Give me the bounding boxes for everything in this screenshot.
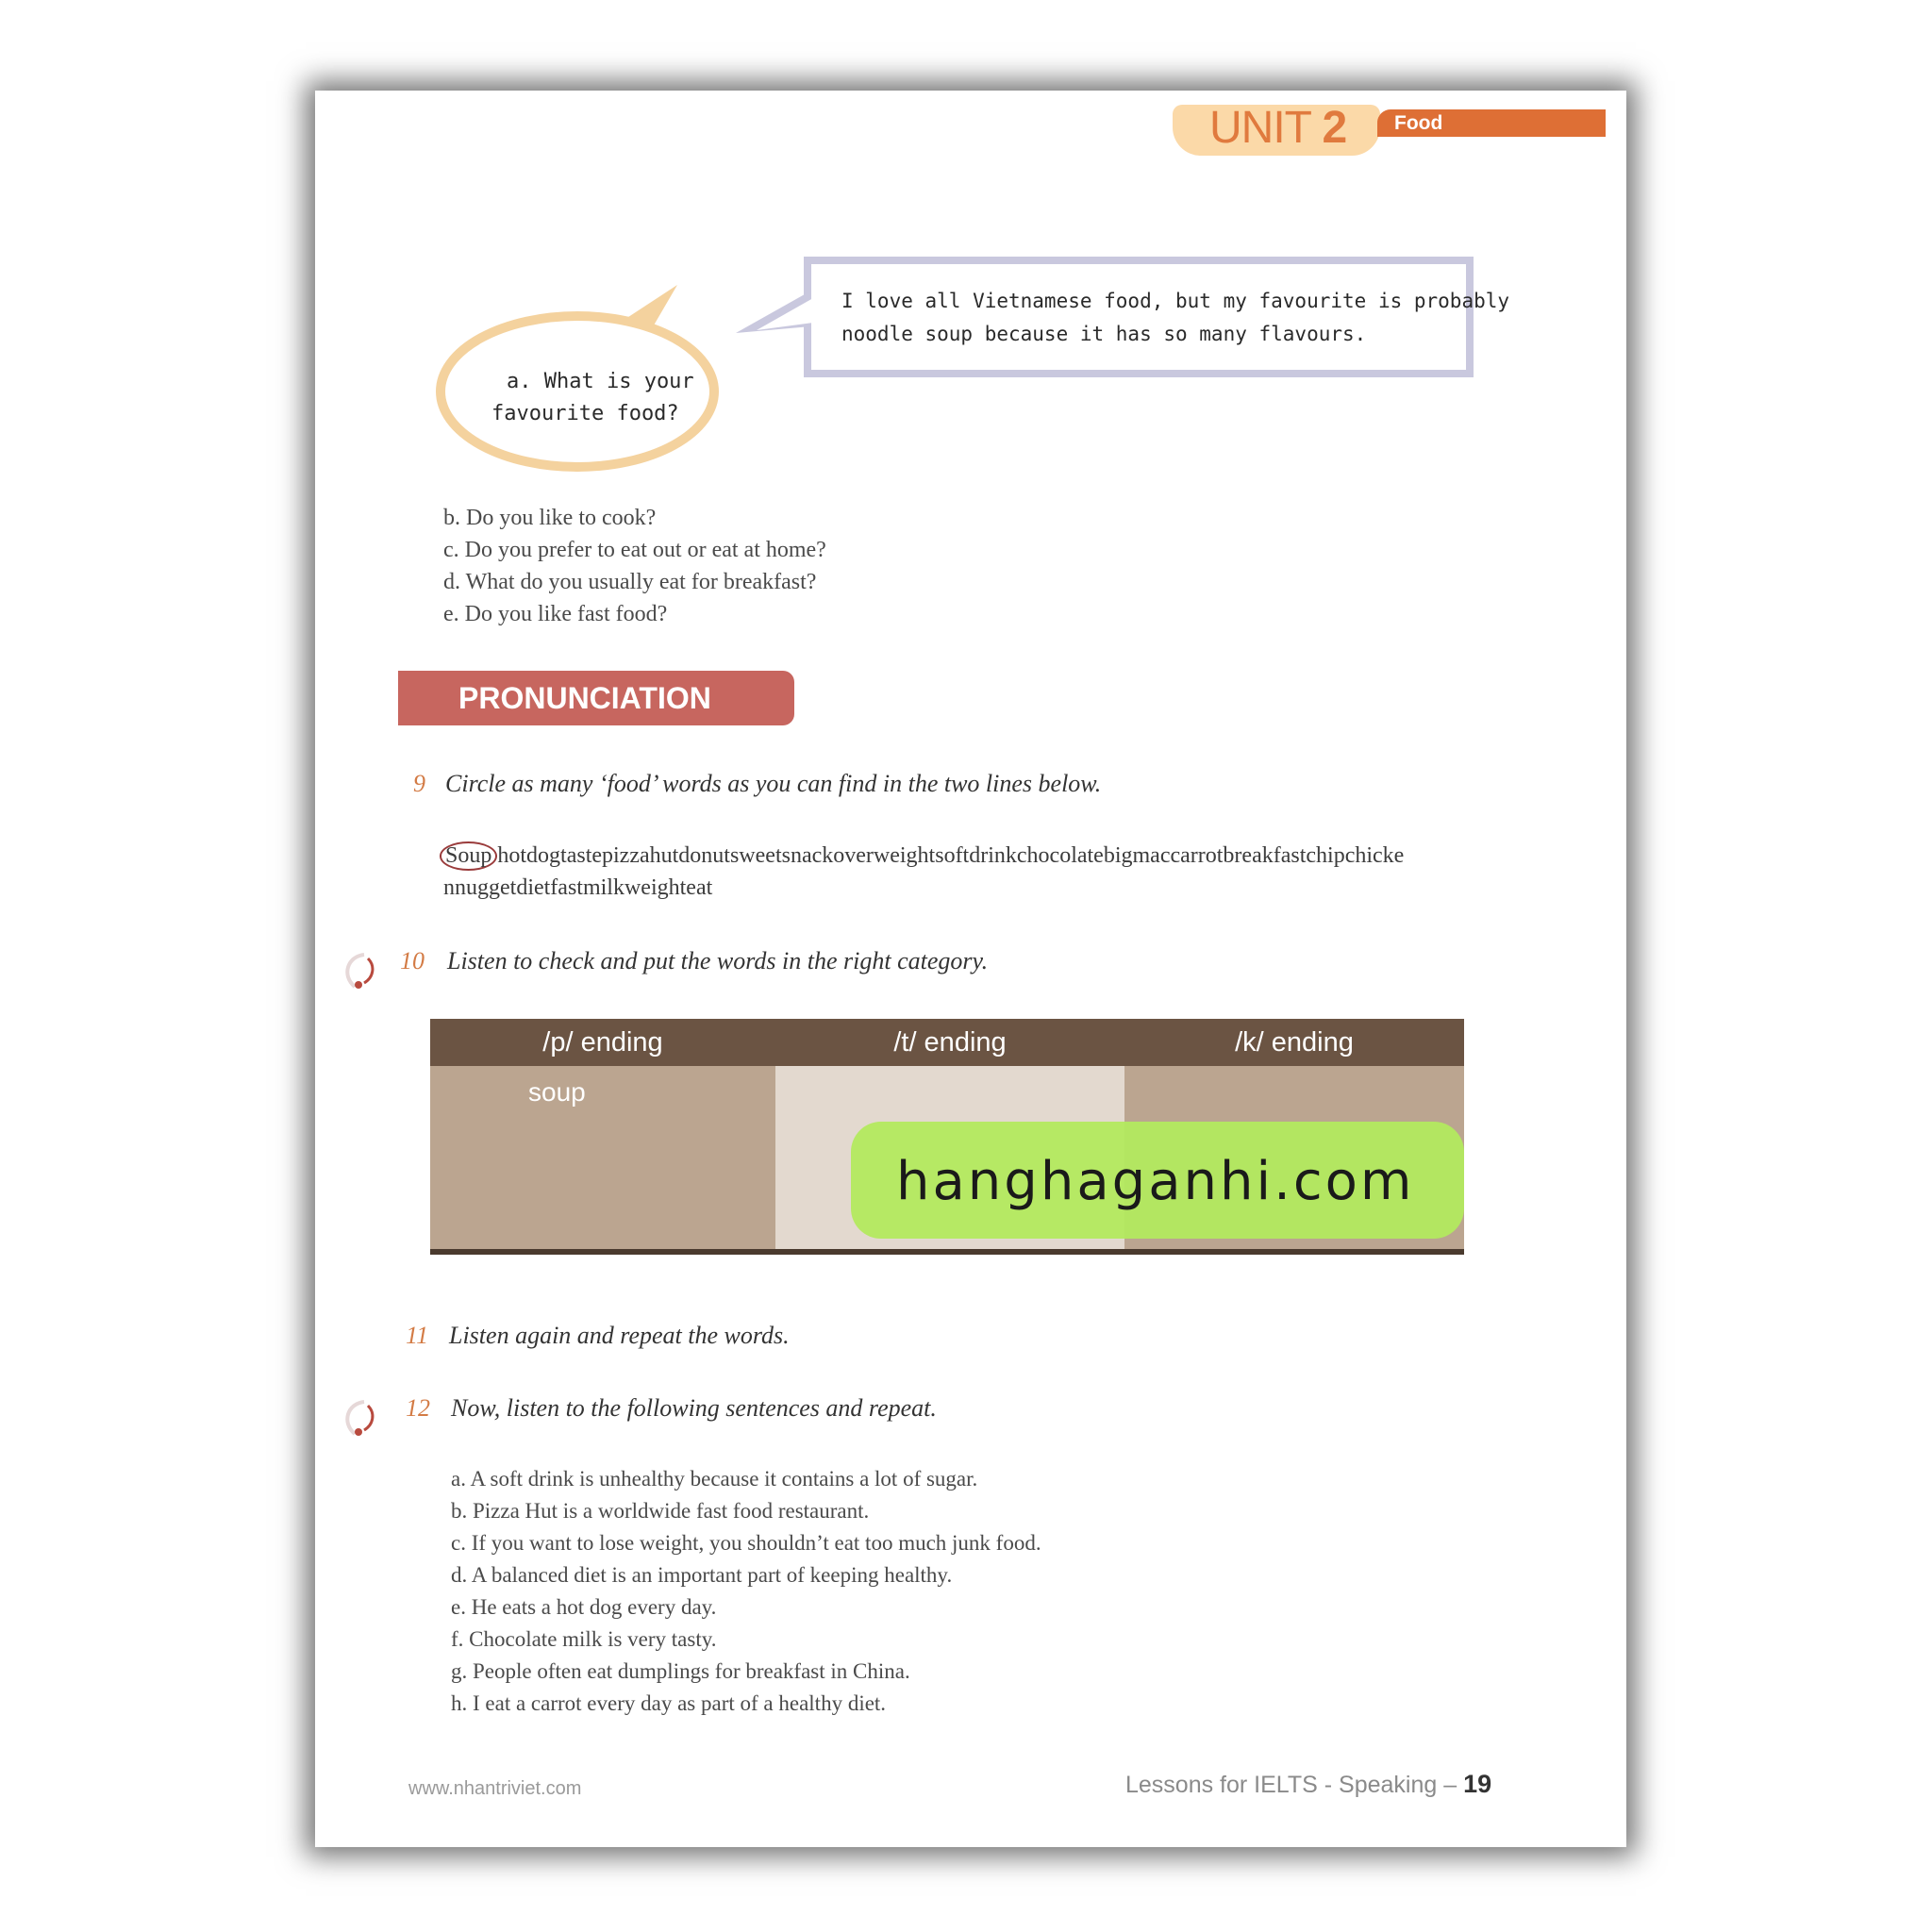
audio-icon[interactable] xyxy=(336,947,383,994)
footer-book-title: Lessons for IELTS - Speaking – 19 xyxy=(1125,1770,1492,1798)
unit-title: UNIT 2 xyxy=(1209,103,1347,153)
list-item: c. If you want to lose weight, you shouldn’t eat too much junk food. xyxy=(451,1531,1041,1555)
answer-bubble-text: I love all Vietnamese food, but my favourite is probably noodle soup because it has so many flavours. xyxy=(841,290,1510,345)
audio-icon[interactable] xyxy=(336,1394,383,1441)
question-bubble-tail xyxy=(623,285,677,330)
page-number: 19 xyxy=(1463,1770,1492,1798)
table-header-t: /t/ ending xyxy=(775,1019,1124,1066)
watermark-text: hanghaganhi.com xyxy=(896,1151,1415,1212)
exercise-11-instruction: Listen again and repeat the words. xyxy=(449,1322,790,1349)
list-item: e. Do you like fast food? xyxy=(443,602,668,626)
question-list xyxy=(443,502,826,630)
list-item: c. Do you prefer to eat out or eat at home? xyxy=(443,538,826,562)
exercise-12-instruction: Now, listen to the following sentences and repeat. xyxy=(451,1394,937,1422)
list-item: d. What do you usually eat for breakfast? xyxy=(443,570,817,594)
word-puzzle-line-2: nnuggetdietfastmilkweighteat xyxy=(443,875,713,900)
sentence-list xyxy=(451,1463,1041,1720)
list-item: a. A soft drink is unhealthy because it contains a lot of sugar. xyxy=(451,1467,978,1491)
footer-website: www.nhantriviet.com xyxy=(408,1778,582,1799)
table-column-p xyxy=(430,1066,775,1249)
list-item: b. Pizza Hut is a worldwide fast food restaurant. xyxy=(451,1499,870,1523)
speech-bubbles xyxy=(425,245,1509,472)
exercise-9-number: 9 xyxy=(413,770,425,797)
table-header-k: /k/ ending xyxy=(1124,1019,1464,1066)
exercise-9-instruction: Circle as many ‘food’ words as you can find in the two lines below. xyxy=(445,770,1102,797)
circled-word: Soup xyxy=(440,841,497,871)
exercise-10-instruction: Listen to check and put the words in the right category. xyxy=(447,947,989,974)
word-puzzle-line-1: Soup hotdogtastepizzahutdonutsweetsnackoverweightsoftdrinkchocolatebigmaccarrotbreakfastchipchicke xyxy=(443,841,1404,871)
exercise-10-number: 10 xyxy=(400,947,425,974)
list-item: e. He eats a hot dog every day. xyxy=(451,1595,717,1619)
section-title: PRONUNCIATION xyxy=(458,681,711,715)
question-bubble-text: a. What is your favourite food? xyxy=(491,370,694,425)
table-cell-example: soup xyxy=(528,1077,586,1107)
table-bottom-rule xyxy=(430,1249,1464,1255)
list-item: f. Chocolate milk is very tasty. xyxy=(451,1627,717,1651)
topic-label: Food xyxy=(1394,112,1443,134)
list-item: h. I eat a carrot every day as part of a healthy diet. xyxy=(451,1691,887,1715)
exercise-11-number: 11 xyxy=(406,1322,429,1349)
list-item: d. A balanced diet is an important part of keeping healthy. xyxy=(451,1563,953,1587)
list-item: b. Do you like to cook? xyxy=(443,506,657,530)
exercise-12-number: 12 xyxy=(406,1394,430,1422)
list-item: g. People often eat dumplings for breakfast in China. xyxy=(451,1659,910,1683)
table-header-p: /p/ ending xyxy=(430,1019,775,1066)
